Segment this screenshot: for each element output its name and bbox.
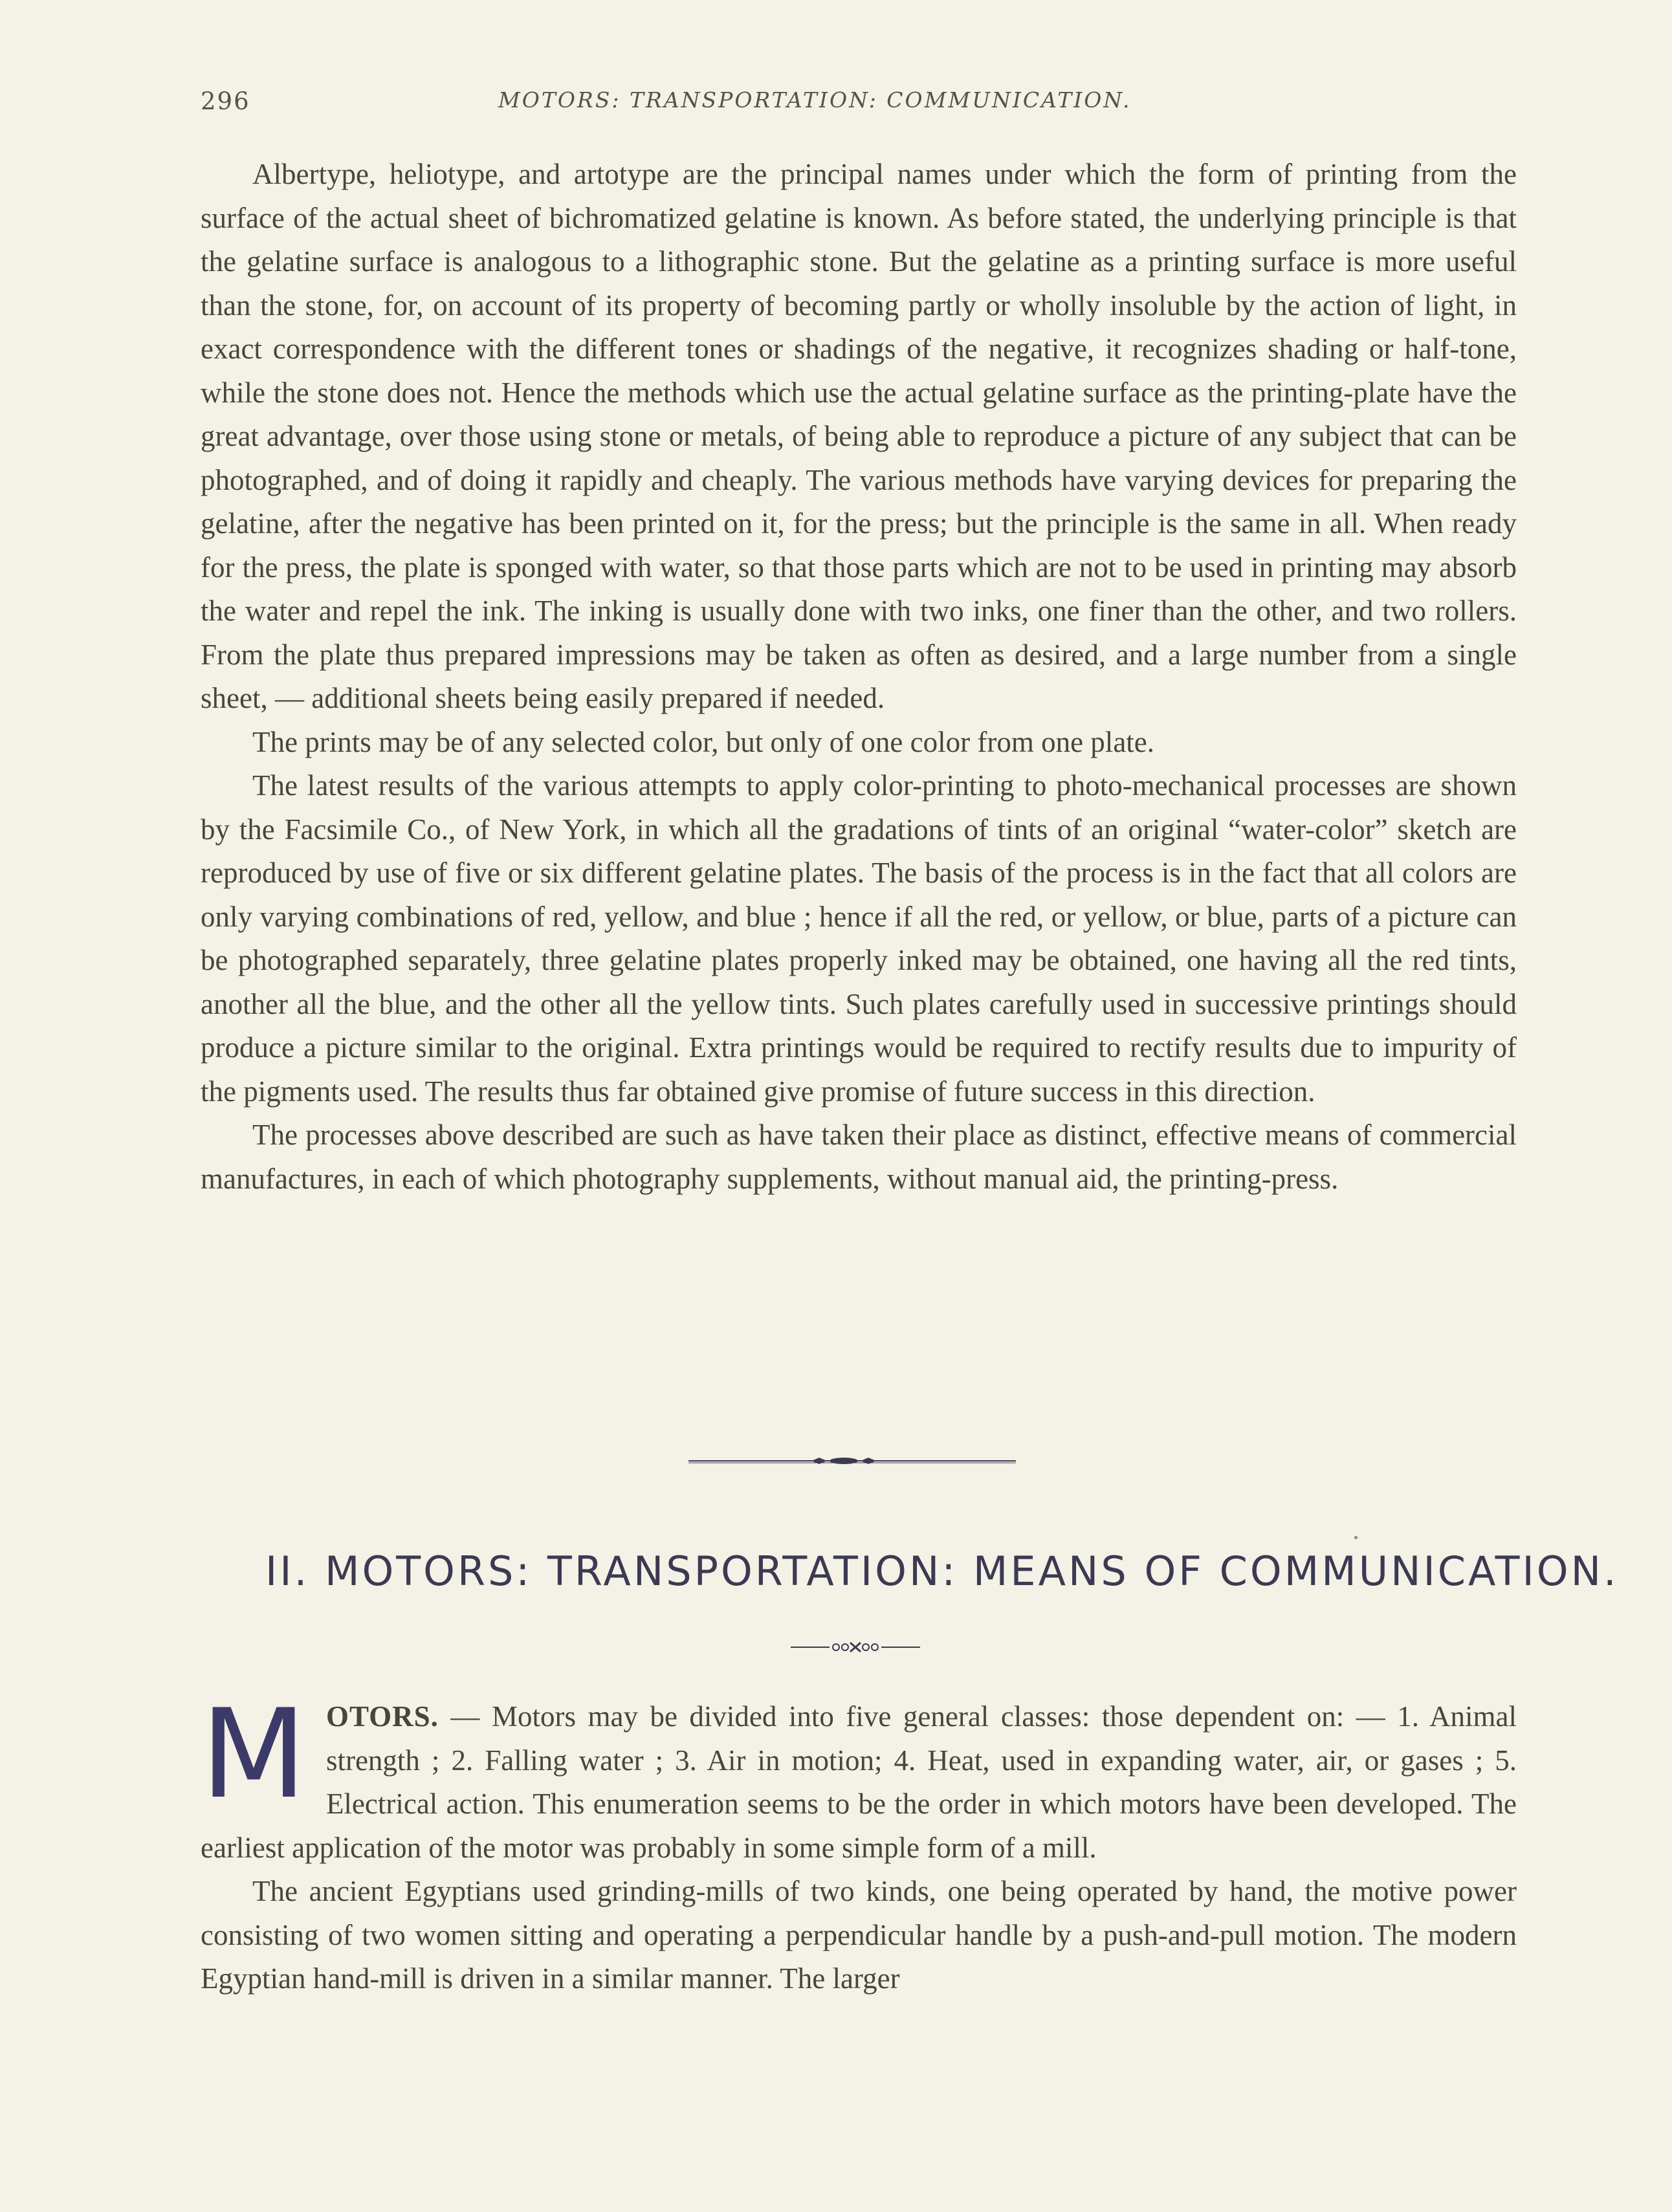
section-body bbox=[201, 1683, 1517, 2001]
section-heading: II. MOTORS: TRANSPORTATION: MEANS OF COMMUNICATION. bbox=[265, 1548, 1619, 1595]
paragraph-motors bbox=[201, 1683, 1517, 1870]
stray-dot bbox=[1354, 1536, 1358, 1539]
page-number: 296 bbox=[201, 87, 250, 115]
running-head bbox=[201, 87, 1517, 120]
paragraph-processes: The processes above described are such as have taken their place as distinct, effective means of commercial manufactures, in each of which photography supplements, without manual aid, the printing-press. bbox=[201, 1119, 1517, 1195]
paragraph-prints-color: The prints may be of any selected color, but only of one color from one plate. bbox=[252, 725, 1155, 758]
body-text bbox=[201, 153, 1517, 1201]
paragraph-color-printing: The latest results of the various attempts to apply color-printing to photo-mechanical processes are shown by the Facsimile Co., of New York, in which all the gradations of tints of an original “water-color” sketch are reproduced by use of five or six different gelatine plates. The basis of the process is in the fact that all colors are only varying combinations of red, yellow, and blue ; hence if all the red, or yellow, or blue, parts of a picture can be photographed separately, three gelatine plates properly inked may be obtained, one having all the red tints, another all the blue, and the other all the yellow tints. Such plates carefully used in successive printings should produce a picture similar to the original. Extra printings would be required to rectify results due to impurity of the pigments used. The results thus far obtained give promise of future success in this direction. bbox=[201, 769, 1517, 1108]
running-title: MOTORS: TRANSPORTATION: COMMUNICATION. bbox=[498, 87, 1132, 113]
lead-word: OTORS. bbox=[325, 1700, 439, 1733]
paragraph-motors-text: — Motors may be divided into five general classes: those dependent on: — 1. Animal strength ; 2. Falling water ; 3. Air in motion; 4. Heat, used in expanding water, air, or gases ; 5. Electrical action. This enumeration seems to be the order in which motors have been developed. The earliest application of the motor was probably in some simple form of a mill. bbox=[201, 1700, 1517, 1864]
small-ornament-icon bbox=[791, 1639, 920, 1656]
rule-ornament-icon bbox=[688, 1453, 1016, 1469]
drop-cap: M bbox=[201, 1683, 307, 1826]
paragraph-albertype: Albertype, heliotype, and artotype are the principal names under which the form of printing from the surface of the actual sheet of bichromatized gelatine is known. As before stated, the underlying principle is that the gelatine surface is analogous to a lithographic stone. But the gelatine as a printing surface is more useful than the stone, for, on account of its property of becoming partly or wholly insoluble by the action of light, in exact correspondence with the different tones or shadings of the negative, it recognizes shading or half-tone, while the stone does not. Hence the methods which use the actual gelatine surface as the printing-plate have the great advantage, over those using stone or metals, of being able to reproduce a picture of any subject that can be photographed, and of doing it rapidly and cheaply. The various methods have varying devices for preparing the gelatine, after the negative has been printed on it, for the press; but the principle is the same in all. When ready for the press, the plate is sponged with water, so that those parts which are not to be used in printing may absorb the water and repel the ink. The inking is usually done with two inks, one finer than the other, and two rollers. From the plate thus prepared impressions may be taken as often as desired, and a large number from a single sheet, — additional sheets being easily prepared if needed. bbox=[201, 158, 1517, 714]
paragraph-egyptians: The ancient Egyptians used grinding-mills of two kinds, one being operated by hand, the motive power consisting of two women sitting and operating a perpendicular handle by a push-and-pull motion. The modern Egyptian hand-mill is driven in a similar manner. The larger bbox=[201, 1875, 1517, 1995]
